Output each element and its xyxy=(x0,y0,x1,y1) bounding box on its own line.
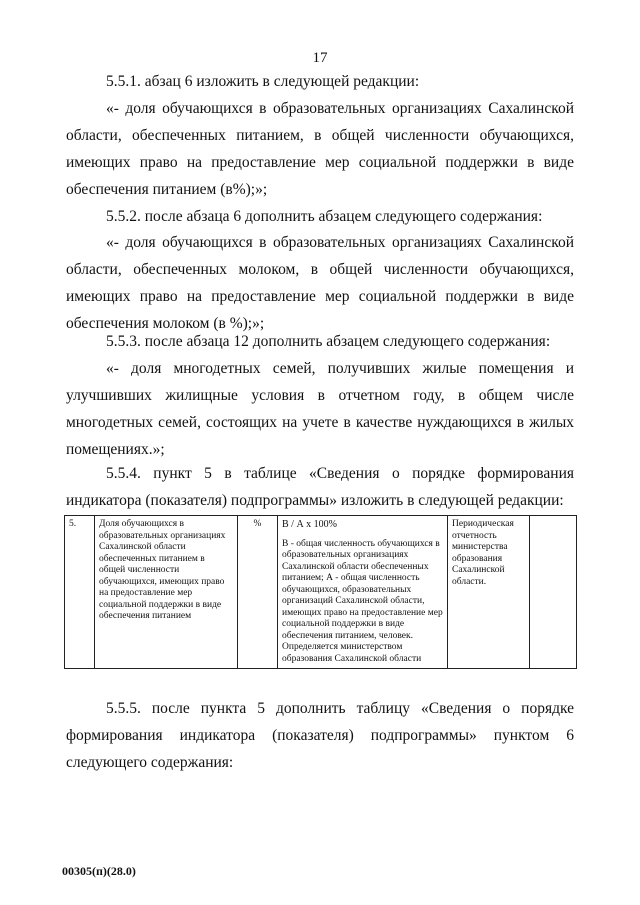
table-cell-indicator-name: Доля обучающихся в образовательных организациях Сахалинской области обеспеченных питанием в общей численности обучающихся, имеющих право на предоставление мер социальной поддержки в виде обеспечения питанием xyxy=(95,516,238,669)
paragraph-5-5-2-text: «- доля обучающихся в образовательных организациях Сахалинской области, обеспеченных молоком, в общей численности обучающихся, имеющих право на предоставление мер социальной поддержки в виде обеспечения молоком (в %);»; xyxy=(66,234,574,332)
indicator-table xyxy=(64,515,577,669)
table-cell-method xyxy=(278,516,448,669)
page-number: 17 xyxy=(312,50,328,66)
table-row xyxy=(65,516,577,669)
table-cell-extra xyxy=(530,516,577,669)
table-cell-source: Периодическая отчетность министерства образования Сахалинской области. xyxy=(448,516,530,669)
formula: В / А х 100% xyxy=(282,519,337,530)
paragraph-5-5-3-text: «- доля многодетных семей, получивших жилые помещения и улучшивших жилищные условия в отчетном году, в общем числе многодетных семей, состоящих на учете в качестве нуждающихся в жилых помещениях.»; xyxy=(66,360,574,458)
paragraph-5-5-4: 5.5.4. пункт 5 в таблице «Сведения о порядке формирования индикатора (показателя) подпрограммы» изложить в следующей редакции: xyxy=(66,465,574,509)
formula-description: В - общая численность обучающихся в образовательных организациях Сахалинской области обеспеченных питанием; А - общая численность обучающихся, образовательных организаций Сахалинской области, имеющих право на предоставление мер социальной поддержки в виде обеспечения питанием, человек. Определяется министерством образования Сахалинской области xyxy=(282,538,443,664)
paragraph-5-5-1-text: «- доля обучающихся в образовательных организациях Сахалинской области, обеспеченных питанием, в общей численности обучающихся, имеющих право на предоставление мер социальной поддержки в виде обеспечения питанием (в%);»; xyxy=(66,100,574,198)
paragraph-5-5-3-heading: 5.5.3. после абзаца 12 дополнить абзацем следующего содержания: xyxy=(106,333,551,350)
paragraph-5-5-5: 5.5.5. после пункта 5 дополнить таблицу «Сведения о порядке формирования индикатора (показателя) подпрограммы» пунктом 6 следующего содержания: xyxy=(66,700,574,771)
table-cell-unit: % xyxy=(238,516,278,669)
paragraph-5-5-2-heading: 5.5.2. после абзаца 6 дополнить абзацем следующего содержания: xyxy=(106,208,543,225)
table-cell-number: 5. xyxy=(65,516,95,669)
document-code: 00305(п)(28.0) xyxy=(62,864,136,878)
paragraph-5-5-1-heading: 5.5.1. абзац 6 изложить в следующей редакции: xyxy=(106,73,420,90)
